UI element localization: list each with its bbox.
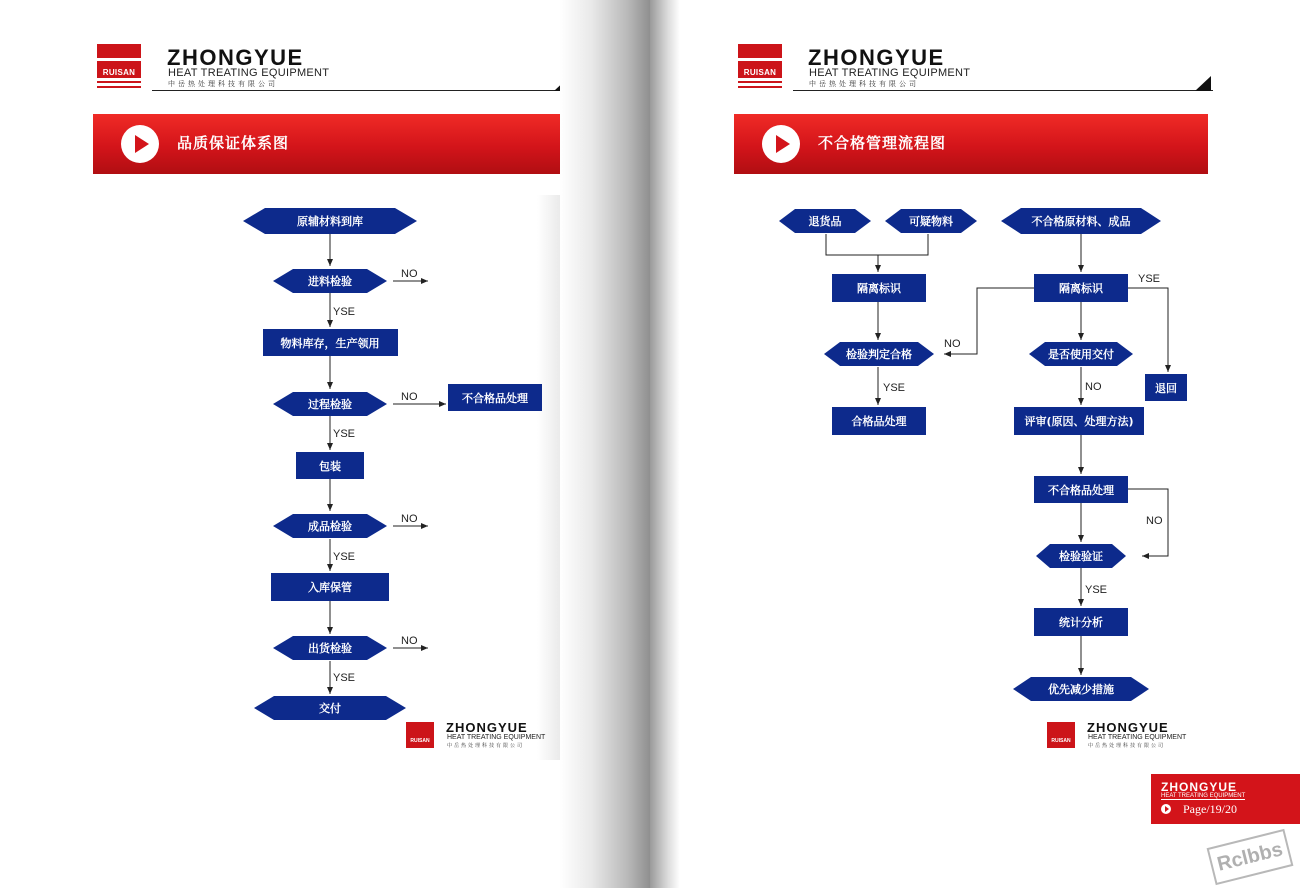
node-label: 隔离标识 (1059, 282, 1103, 295)
node-label: 合格品处理 (851, 415, 907, 428)
node-label: 评审(原因、处理方法) (1024, 415, 1134, 428)
node-label: 原辅材料到库 (297, 215, 363, 228)
brand-subtitle: HEAT TREATING EQUIPMENT (809, 67, 971, 79)
flow-node-terminal (254, 696, 406, 720)
page-number-box (1151, 774, 1300, 824)
brand-name: ZHONGYUE (1161, 780, 1238, 794)
flow-node-decision (273, 636, 387, 660)
right-page (650, 0, 1300, 888)
section-title: 不合格管理流程图 (818, 134, 947, 152)
flow-node-process (1014, 407, 1144, 435)
edge-label-yes: YSE (333, 551, 356, 563)
flow-node-decision (273, 392, 387, 416)
brand-cn-name: 中岳热处理科技有限公司 (168, 80, 278, 88)
node-label: 优先减少措施 (1048, 683, 1114, 696)
flow-node-input (1001, 208, 1161, 234)
node-label: 入库保管 (308, 581, 352, 594)
edge-label-yes: YSE (883, 382, 906, 394)
node-label: 过程检验 (308, 398, 352, 411)
node-label: 可疑物料 (909, 215, 953, 228)
edge-label-yes: YSE (1085, 584, 1108, 596)
edge-label-yes: YSE (333, 672, 356, 684)
brand-name: ZHONGYUE (167, 45, 304, 70)
flow-node-decision (824, 342, 934, 366)
book-gutter-right (650, 0, 680, 888)
flow-node-decision (1029, 342, 1133, 366)
flow-node-process (832, 274, 926, 302)
brand-cn-name: 中岳热处理科技有限公司 (447, 743, 525, 749)
logo-text: RUISAN (743, 68, 777, 77)
edge-label-no: NO (401, 391, 418, 403)
node-label: 隔离标识 (857, 282, 901, 295)
ruisan-logo (406, 722, 434, 748)
edge-label-yes: YSE (1138, 273, 1161, 285)
brand-name: ZHONGYUE (446, 720, 528, 735)
flow-node-process (271, 573, 389, 601)
logo-text: RUISAN (1051, 738, 1071, 744)
flow-node-process (1145, 374, 1187, 401)
section-title: 品质保证体系图 (177, 134, 290, 152)
nonconformance-flowchart (650, 0, 1300, 888)
brand-subtitle: HEAT TREATING EQUIPMENT (168, 67, 330, 79)
brand-name: ZHONGYUE (808, 45, 945, 70)
node-label: 检验判定合格 (846, 348, 912, 361)
flow-node-hex (243, 208, 417, 234)
footer-logo-right (1047, 720, 1197, 750)
node-label: 出货检验 (308, 642, 352, 655)
nodes (779, 208, 1187, 701)
watermark-stamp: Rclbbs (1207, 829, 1294, 885)
flow-node-process (263, 329, 398, 356)
node-label: 退回 (1155, 382, 1177, 395)
flow-node-process (1034, 476, 1128, 503)
flow-node-decision (273, 269, 387, 293)
page-number: Page/19/20 (1183, 802, 1237, 816)
node-label: 不合格品处理 (462, 392, 528, 405)
ruisan-logo (1047, 722, 1075, 748)
node-label: 不合格原材料、成品 (1031, 215, 1131, 228)
node-label: 统计分析 (1059, 616, 1103, 629)
logo-text: RUISAN (410, 738, 430, 744)
flow-node-decision (1036, 544, 1126, 568)
nodes (243, 208, 542, 720)
edge-label-yes: YSE (333, 306, 356, 318)
flow-node-process (1034, 608, 1128, 636)
brand-name: ZHONGYUE (1087, 720, 1169, 735)
edge-label-no: NO (944, 338, 961, 350)
node-label: 成品检验 (308, 520, 352, 533)
node-label: 退货品 (808, 215, 842, 228)
node-label: 是否使用交付 (1048, 348, 1114, 361)
node-label: 交付 (319, 702, 341, 715)
edge-label-no: NO (1146, 515, 1163, 527)
play-icon (1161, 804, 1171, 814)
edge-label-no: NO (401, 268, 418, 280)
flow-node-input (779, 209, 871, 233)
flow-node-decision (273, 514, 387, 538)
flow-node-terminal (1013, 677, 1149, 701)
edge-label-no: NO (1085, 381, 1102, 393)
node-label: 进料检验 (308, 275, 352, 288)
node-label: 物料库存，生产领用 (280, 337, 380, 350)
edge-label-yes: YSE (333, 428, 356, 440)
book-gutter-left (560, 0, 650, 888)
edge-label-no: NO (401, 635, 418, 647)
flow-node-process (1034, 274, 1128, 302)
brand-subtitle: HEAT TREATING EQUIPMENT (1161, 793, 1246, 799)
node-label: 检验验证 (1059, 550, 1103, 563)
node-label: 不合格品处理 (1048, 484, 1114, 497)
flow-node-process (296, 452, 364, 479)
flow-node-input (885, 209, 977, 233)
brand-subtitle: HEAT TREATING EQUIPMENT (1088, 734, 1187, 741)
node-label: 包装 (319, 460, 341, 473)
edge-label-no: NO (401, 513, 418, 525)
brand-cn-name: 中岳热处理科技有限公司 (809, 80, 919, 88)
brand-subtitle: HEAT TREATING EQUIPMENT (447, 734, 546, 741)
footer-logo-left (406, 720, 556, 750)
flow-node-process (448, 384, 542, 411)
logo-text: RUISAN (102, 68, 136, 77)
brand-cn-name: 中岳热处理科技有限公司 (1088, 743, 1166, 749)
flow-node-process (832, 407, 926, 435)
